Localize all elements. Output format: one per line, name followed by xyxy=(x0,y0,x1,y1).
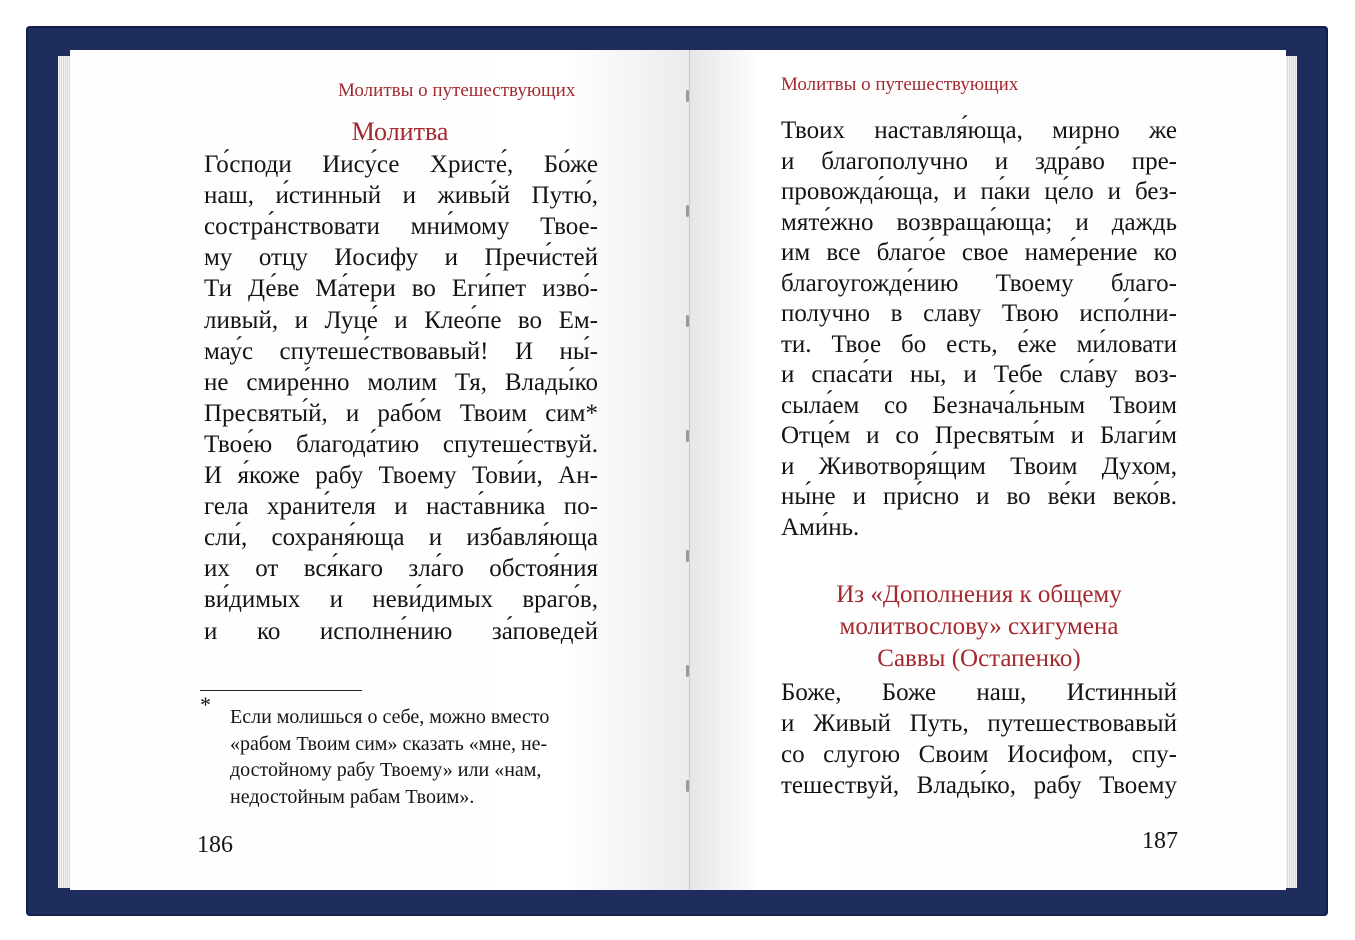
text-line: тешествуй, Влады́ко, рабу Твоему xyxy=(781,772,1177,799)
text-line: «рабом Твоим сим» сказать «мне, не- xyxy=(230,732,548,755)
text-line: и ко исполне́нию за́поведей xyxy=(204,617,598,645)
text-line: Отце́м и со Пресвяты́м и Благи́м xyxy=(781,422,1177,449)
binding-stitch xyxy=(686,550,689,562)
text-line: получно в славу Твою испо́лни- xyxy=(781,300,1177,327)
binding-stitch xyxy=(686,90,689,102)
prayer-title: Молитва xyxy=(351,117,449,146)
page-number-right: 187 xyxy=(1142,828,1178,854)
text-line: И я́коже рабу Твоему Тови́и, Ан- xyxy=(204,462,598,489)
text-line: Боже, Боже наш, Истинный xyxy=(781,679,1177,706)
section-title-line: Из «Дополнения к общему xyxy=(836,581,1122,608)
text-line: сли́, сохраня́юща и избавля́юща xyxy=(204,524,598,552)
text-line: не смире́нно молим Тя, Влады́ко xyxy=(204,368,598,396)
binding-stitch xyxy=(686,315,689,327)
text-line: ви́димых и неви́димых враго́в, xyxy=(204,586,598,614)
page-number-left: 186 xyxy=(197,832,233,858)
text-line: недостойным рабам Твоим». xyxy=(230,785,475,808)
text-line: Твоих наставля́юща, мирно же xyxy=(781,117,1177,144)
running-head-right: Молитвы о путешествующих xyxy=(781,74,1019,95)
text-line: Ти Де́ве Ма́тери во Еги́пет изво́- xyxy=(204,275,598,303)
text-line: мау́с спутеше́ствовавый! И ны́- xyxy=(204,337,598,365)
binding-stitch xyxy=(686,430,689,442)
text-line: Твое́ю благода́тию спутеше́ствуй. xyxy=(204,430,598,458)
text-line: сыла́ем со Безнача́льным Твоим xyxy=(781,391,1177,419)
text-line: ти. Твое бо есть, е́же ми́ловати xyxy=(781,330,1177,358)
binding-stitch xyxy=(686,205,689,217)
text-line: их от вся́каго зла́го обстоя́ния xyxy=(204,555,598,583)
text-line: им все благо́е свое наме́рение ко xyxy=(781,239,1177,266)
running-head-left: Молитвы о путешествующих xyxy=(338,80,576,101)
text-line: состра́нствовати мни́мому Твое- xyxy=(204,213,598,241)
text-line: ливый, и Луце́ и Клео́пе во Ем- xyxy=(204,306,598,334)
binding-stitch xyxy=(686,780,689,792)
text-line: гела храни́теля и наста́вника по- xyxy=(204,493,598,521)
text-line: мяте́жно возвраща́юща; и даждь xyxy=(781,208,1177,236)
text-line: достойному рабу Твоему» или «нам, xyxy=(230,759,542,781)
text-line: Го́споди Иису́се Христе́, Бо́же xyxy=(204,151,598,178)
text-line: и благополучно и здра́во пре- xyxy=(781,147,1177,175)
footnote-mark: * xyxy=(200,692,211,717)
text-line: со слугою Своим Иосифом, спу- xyxy=(781,741,1177,768)
text-line: провожда́юща, и па́ки це́ло и без- xyxy=(781,178,1177,205)
text-line: благоугожде́нию Твоему благо- xyxy=(781,269,1177,297)
text-line: Пресвяты́й, и рабо́м Твоим сим* xyxy=(204,399,598,427)
text-line: наш, и́стинный и живы́й Путю́, xyxy=(204,182,598,210)
text-line: ны́не и при́сно и во ве́ки веко́в. xyxy=(781,483,1177,510)
text-line: и Живый Путь, путешествовавый xyxy=(781,710,1177,737)
text-line: Если молишься о себе, можно вместо xyxy=(230,706,550,728)
book-gutter xyxy=(689,50,690,890)
text-line: и Животворя́щим Твоим Духом, xyxy=(781,452,1177,480)
text-line: Ами́нь. xyxy=(781,513,860,541)
footnote-rule xyxy=(200,690,362,691)
section-title-line: молитвослову» схигумена xyxy=(839,613,1119,640)
text-line: му отцу Иосифу и Пречи́стей xyxy=(204,244,598,272)
text-line: и спаса́ти ны, и Тебе сла́ву воз- xyxy=(781,361,1177,388)
section-title-line: Саввы (Остапенко) xyxy=(877,645,1081,672)
binding-stitch xyxy=(686,665,689,677)
